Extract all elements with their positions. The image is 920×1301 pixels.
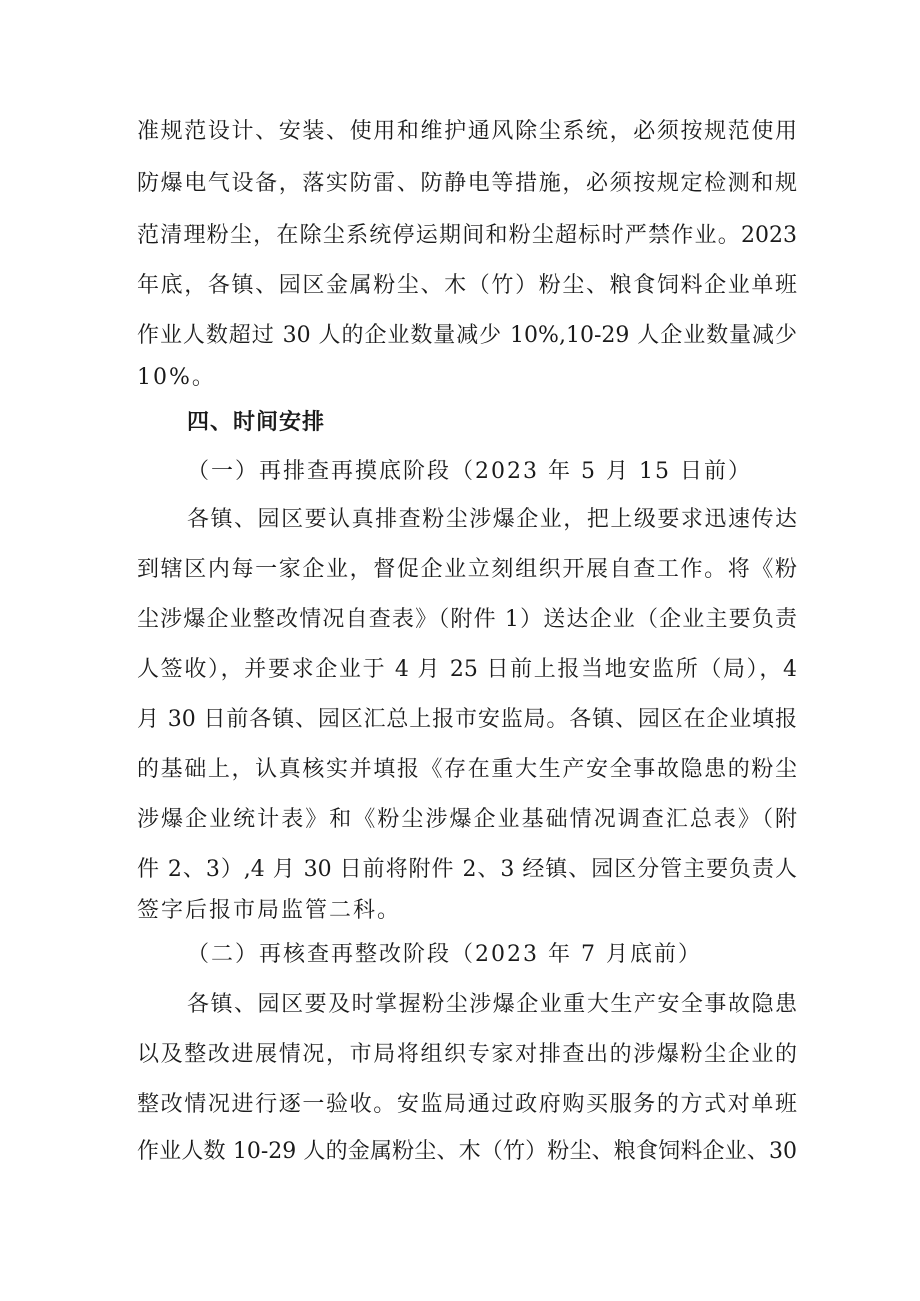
paragraph-line: 签字后报市局监管二科。 bbox=[137, 898, 402, 923]
paragraph-line: 防爆电气设备，落实防雷、防静电等措施，必须按规定检测和规 bbox=[137, 171, 797, 196]
paragraph-line: 作业人数超过 30 人的企业数量减少 10%,10-29 人企业数量减少 bbox=[137, 323, 797, 348]
paragraph-line: 以及整改进展情况，市局将组织专家对排查出的涉爆粉尘企业的 bbox=[137, 1042, 797, 1067]
paragraph-line: 年底，各镇、园区金属粉尘、木（竹）粉尘、粮食饲料企业单班 bbox=[137, 273, 797, 298]
paragraph-line: 涉爆企业统计表》和《粉尘涉爆企业基础情况调查汇总表》（附 bbox=[137, 807, 797, 832]
paragraph-line: 作业人数 10-29 人的金属粉尘、木（竹）粉尘、粮食饲料企业、30 bbox=[137, 1139, 797, 1164]
paragraph-line: 10%。 bbox=[137, 365, 216, 390]
paragraph-line: 件 2、3）,4 月 30 日前将附件 2、3 经镇、园区分管主要负责人 bbox=[137, 857, 797, 882]
paragraph-line: 准规范设计、安装、使用和维护通风除尘系统，必须按规范使用 bbox=[137, 119, 797, 144]
paragraph-line: 范清理粉尘，在除尘系统停运期间和粉尘超标时严禁作业。2023 bbox=[137, 223, 797, 248]
paragraph-line: 到辖区内每一家企业，督促企业立刻组织开展自查工作。将《粉 bbox=[137, 557, 797, 582]
subsection-heading: （二）再核查再整改阶段（2023 年 7 月底前） bbox=[187, 942, 702, 967]
paragraph-line: 各镇、园区要及时掌握粉尘涉爆企业重大生产安全事故隐患 bbox=[187, 992, 797, 1017]
section-heading: 四、时间安排 bbox=[187, 410, 326, 435]
paragraph-line: 各镇、园区要认真排查粉尘涉爆企业，把上级要求迅速传达 bbox=[187, 507, 797, 532]
paragraph-line: 的基础上，认真核实并填报《存在重大生产安全事故隐患的粉尘 bbox=[137, 757, 797, 782]
paragraph-line: 尘涉爆企业整改情况自查表》（附件 1）送达企业（企业主要负责 bbox=[137, 607, 797, 632]
paragraph-line: 人签收），并要求企业于 4 月 25 日前上报当地安监所（局），4 bbox=[137, 657, 797, 682]
paragraph-line: 月 30 日前各镇、园区汇总上报市安监局。各镇、园区在企业填报 bbox=[137, 707, 797, 732]
subsection-heading: （一）再排查再摸底阶段（2023 年 5 月 15 日前） bbox=[187, 459, 752, 484]
paragraph-line: 整改情况进行逐一验收。安监局通过政府购买服务的方式对单班 bbox=[137, 1092, 797, 1117]
